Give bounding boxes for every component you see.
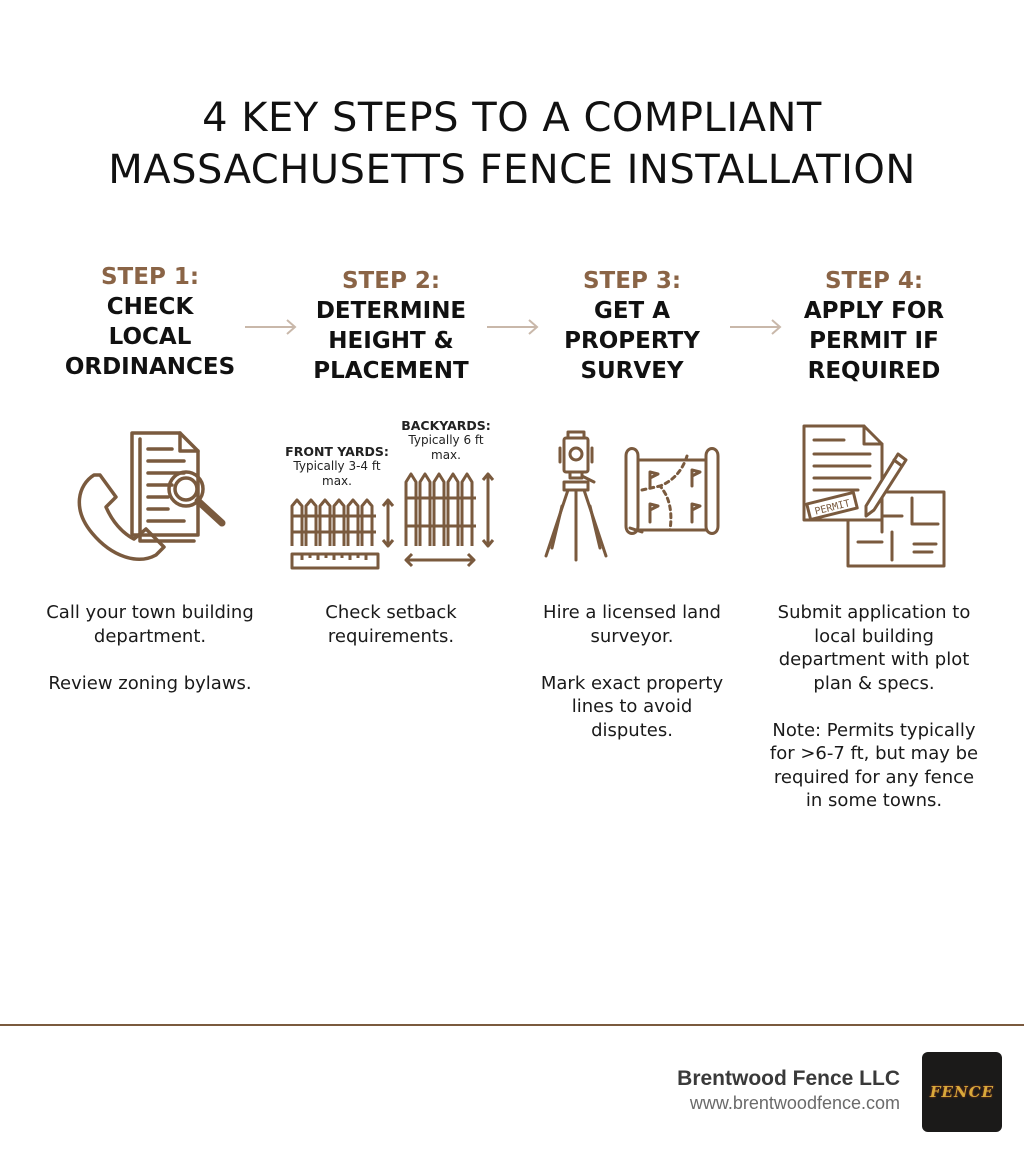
- step-label: STEP 3:: [582, 268, 682, 294]
- step-label: STEP 2:: [341, 268, 441, 294]
- front-yards-text: Typically 3-4 ft max.: [293, 459, 381, 488]
- step-heading-line: PLACEMENT: [313, 358, 469, 384]
- arrow-right-icon: [243, 318, 299, 336]
- step-heading-line: HEIGHT &: [328, 328, 454, 354]
- step-label: STEP 1:: [100, 264, 200, 290]
- step-2-header: [271, 266, 511, 386]
- phone-document-search-icon: [72, 425, 232, 570]
- arrow-right-icon: [728, 318, 784, 336]
- step-3-header: [512, 266, 752, 386]
- step-4-description: [754, 601, 994, 836]
- step-heading-line: DETERMINE: [315, 298, 467, 324]
- description-paragraph: Hire a licensed land surveyor.: [543, 602, 721, 647]
- company-name: Brentwood Fence LLC: [677, 1067, 900, 1090]
- permit-stamp-text: PERMIT: [813, 498, 852, 518]
- backyards-label: [396, 418, 496, 463]
- step-heading-line: LOCAL: [108, 324, 192, 350]
- company-logo: [922, 1052, 1002, 1132]
- permit-document-icon: [802, 424, 948, 570]
- title-line-2: MASSACHUSETTS FENCE INSTALLATION: [108, 147, 916, 193]
- step-1-header: [30, 262, 270, 382]
- step-heading-line: APPLY FOR: [803, 298, 945, 324]
- back-fence: [406, 474, 493, 566]
- description-paragraph: Check setback requirements.: [325, 602, 457, 647]
- logo-text: FENCE: [929, 1083, 995, 1101]
- footer-brand: [677, 1066, 900, 1114]
- step-heading-line: PROPERTY: [564, 328, 700, 354]
- step-4-header: [754, 266, 994, 386]
- step-heading-line: CHECK: [106, 294, 194, 320]
- description-paragraph: Submit application to local building department with plot plan & specs.: [777, 602, 971, 694]
- step-1-description: [30, 601, 270, 719]
- arrow-right-icon: [485, 318, 541, 336]
- step-heading-line: REQUIRED: [807, 358, 941, 384]
- step-heading-line: ORDINANCES: [64, 354, 236, 380]
- description-paragraph: Mark exact property lines to avoid disputes.: [540, 672, 724, 741]
- description-paragraph: Note: Permits typically for >6-7 ft, but may be required for any fence in some towns.: [769, 719, 979, 811]
- step-label: STEP 4:: [824, 268, 924, 294]
- page-title: [0, 92, 1024, 196]
- description-paragraph: Call your town building department.: [46, 602, 254, 647]
- step-3-description: [512, 601, 752, 766]
- description-paragraph: Review zoning bylaws.: [48, 672, 252, 694]
- survey-tripod-map-icon: [542, 428, 724, 563]
- step-heading-line: PERMIT IF: [809, 328, 939, 354]
- backyards-title: BACKYARDS:: [401, 418, 491, 433]
- footer-divider: [0, 1024, 1024, 1026]
- front-fence: [292, 500, 393, 568]
- step-heading-line: SURVEY: [580, 358, 684, 384]
- title-line-1: 4 KEY STEPS TO A COMPLIANT: [202, 95, 822, 141]
- front-yards-title: FRONT YARDS:: [285, 444, 389, 459]
- step-heading-line: GET A: [593, 298, 671, 324]
- company-url[interactable]: www.brentwoodfence.com: [689, 1093, 900, 1113]
- backyards-text: Typically 6 ft max.: [408, 433, 484, 462]
- fence-height-icon: [288, 470, 500, 572]
- step-2-description: [271, 601, 511, 672]
